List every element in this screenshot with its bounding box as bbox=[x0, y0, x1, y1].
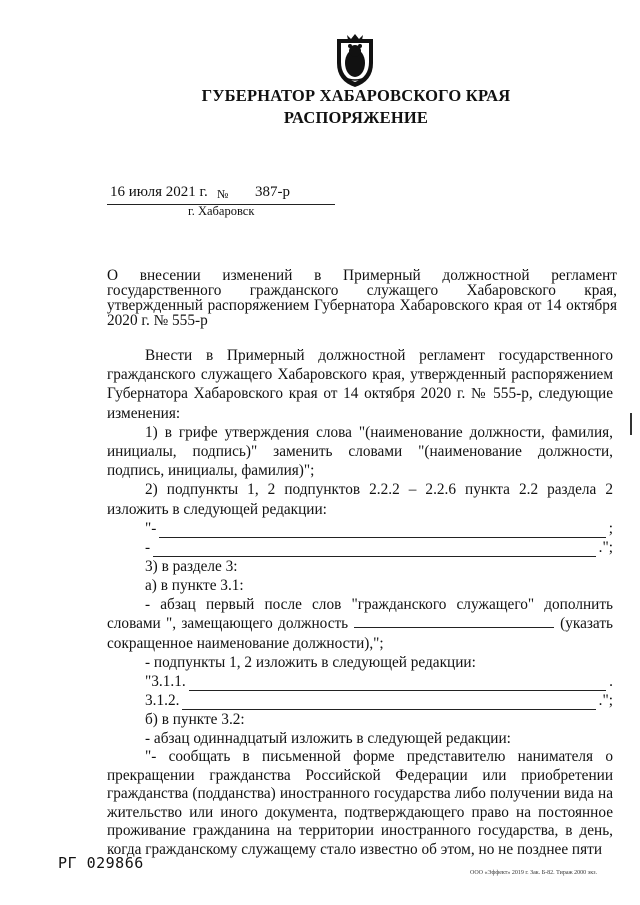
fill-in-line bbox=[182, 696, 595, 710]
fill-in-line bbox=[159, 524, 605, 538]
item-1-paragraph: 1) в грифе утверждения слова "(наименование должности, фамилия, инициалы, подпись)" заменить словами "(наименование должности, подпись, инициалы, фамилия)"; bbox=[107, 423, 613, 480]
printer-imprint: ООО «Эффект» 2019 г. Зак. Б-82. Тираж 2000 экз. bbox=[470, 870, 597, 876]
item-3a-2-paragraph: - подпункты 1, 2 изложить в следующей редакции: bbox=[145, 653, 476, 671]
blank-line-1: "- ; bbox=[145, 519, 613, 537]
city-label: г. Хабаровск bbox=[188, 204, 255, 218]
fill-in-line bbox=[153, 543, 596, 557]
quoted-paragraph: "- сообщать в письменной форме представителю нанимателя о прекращении гражданства Российской Федерации или приобретении гражданства (подданства) иностранного государства либо получении вида на жительство или иного документа, подтверждающего право на постоянное проживание гражданина на территории иностранного государства, в день, когда гражданскому служащему стало известно об этом, но не позднее пяти bbox=[107, 748, 613, 858]
document-subject: О внесении изменений в Примерный должностной регламент государственного гражданского служащего Хабаровского края, утвержденный распоряжением Губернатора Хабаровского края от 14 октября 2020 г. № 555-р bbox=[107, 267, 617, 329]
coat-of-arms-icon bbox=[333, 33, 377, 89]
item-3-paragraph: 3) в разделе 3: bbox=[145, 557, 238, 575]
fill-in-line bbox=[189, 677, 607, 691]
authority-title: ГУБЕРНАТОР ХАБАРОВСКОГО КРАЯ bbox=[201, 86, 511, 105]
blank-line-4: 3.1.2. ."; bbox=[145, 691, 613, 709]
document-body bbox=[107, 346, 613, 859]
margin-mark bbox=[630, 413, 632, 435]
document-date: 16 июля 2021 г. bbox=[110, 184, 208, 200]
item-3b-1-paragraph: - абзац одиннадцатый изложить в следующей редакции: bbox=[145, 730, 511, 748]
fill-in-line bbox=[354, 615, 554, 628]
number-label: № bbox=[217, 187, 229, 201]
item-3a-paragraph: а) в пункте 3.1: bbox=[145, 577, 244, 595]
document-type-title: РАСПОРЯЖЕНИЕ bbox=[283, 108, 429, 127]
blank-line-2: - ."; bbox=[145, 538, 613, 556]
item-3a-1-paragraph: - абзац первый после слов "гражданского служащего" дополнить словами ", замещающего должность (указать сокращенное наименование должности),"; bbox=[107, 596, 613, 652]
serial-number: РГ 029866 bbox=[58, 854, 144, 872]
item-3b-paragraph: б) в пункте 3.2: bbox=[145, 711, 245, 729]
intro-paragraph: Внести в Примерный должностной регламент государственного гражданского служащего Хабаровского края, утвержденный распоряжением Губернатора Хабаровского края от 14 октября 2020 г. № 555-р, следующие изменения: bbox=[107, 347, 613, 422]
blank-line-3: "3.1.1. . bbox=[145, 672, 613, 690]
item-2-paragraph: 2) подпункты 1, 2 подпунктов 2.2.2 – 2.2.6 пункта 2.2 раздела 2 изложить в следующей редакции: bbox=[107, 481, 613, 518]
date-number-line bbox=[107, 184, 335, 205]
document-number: 387-р bbox=[255, 184, 290, 200]
